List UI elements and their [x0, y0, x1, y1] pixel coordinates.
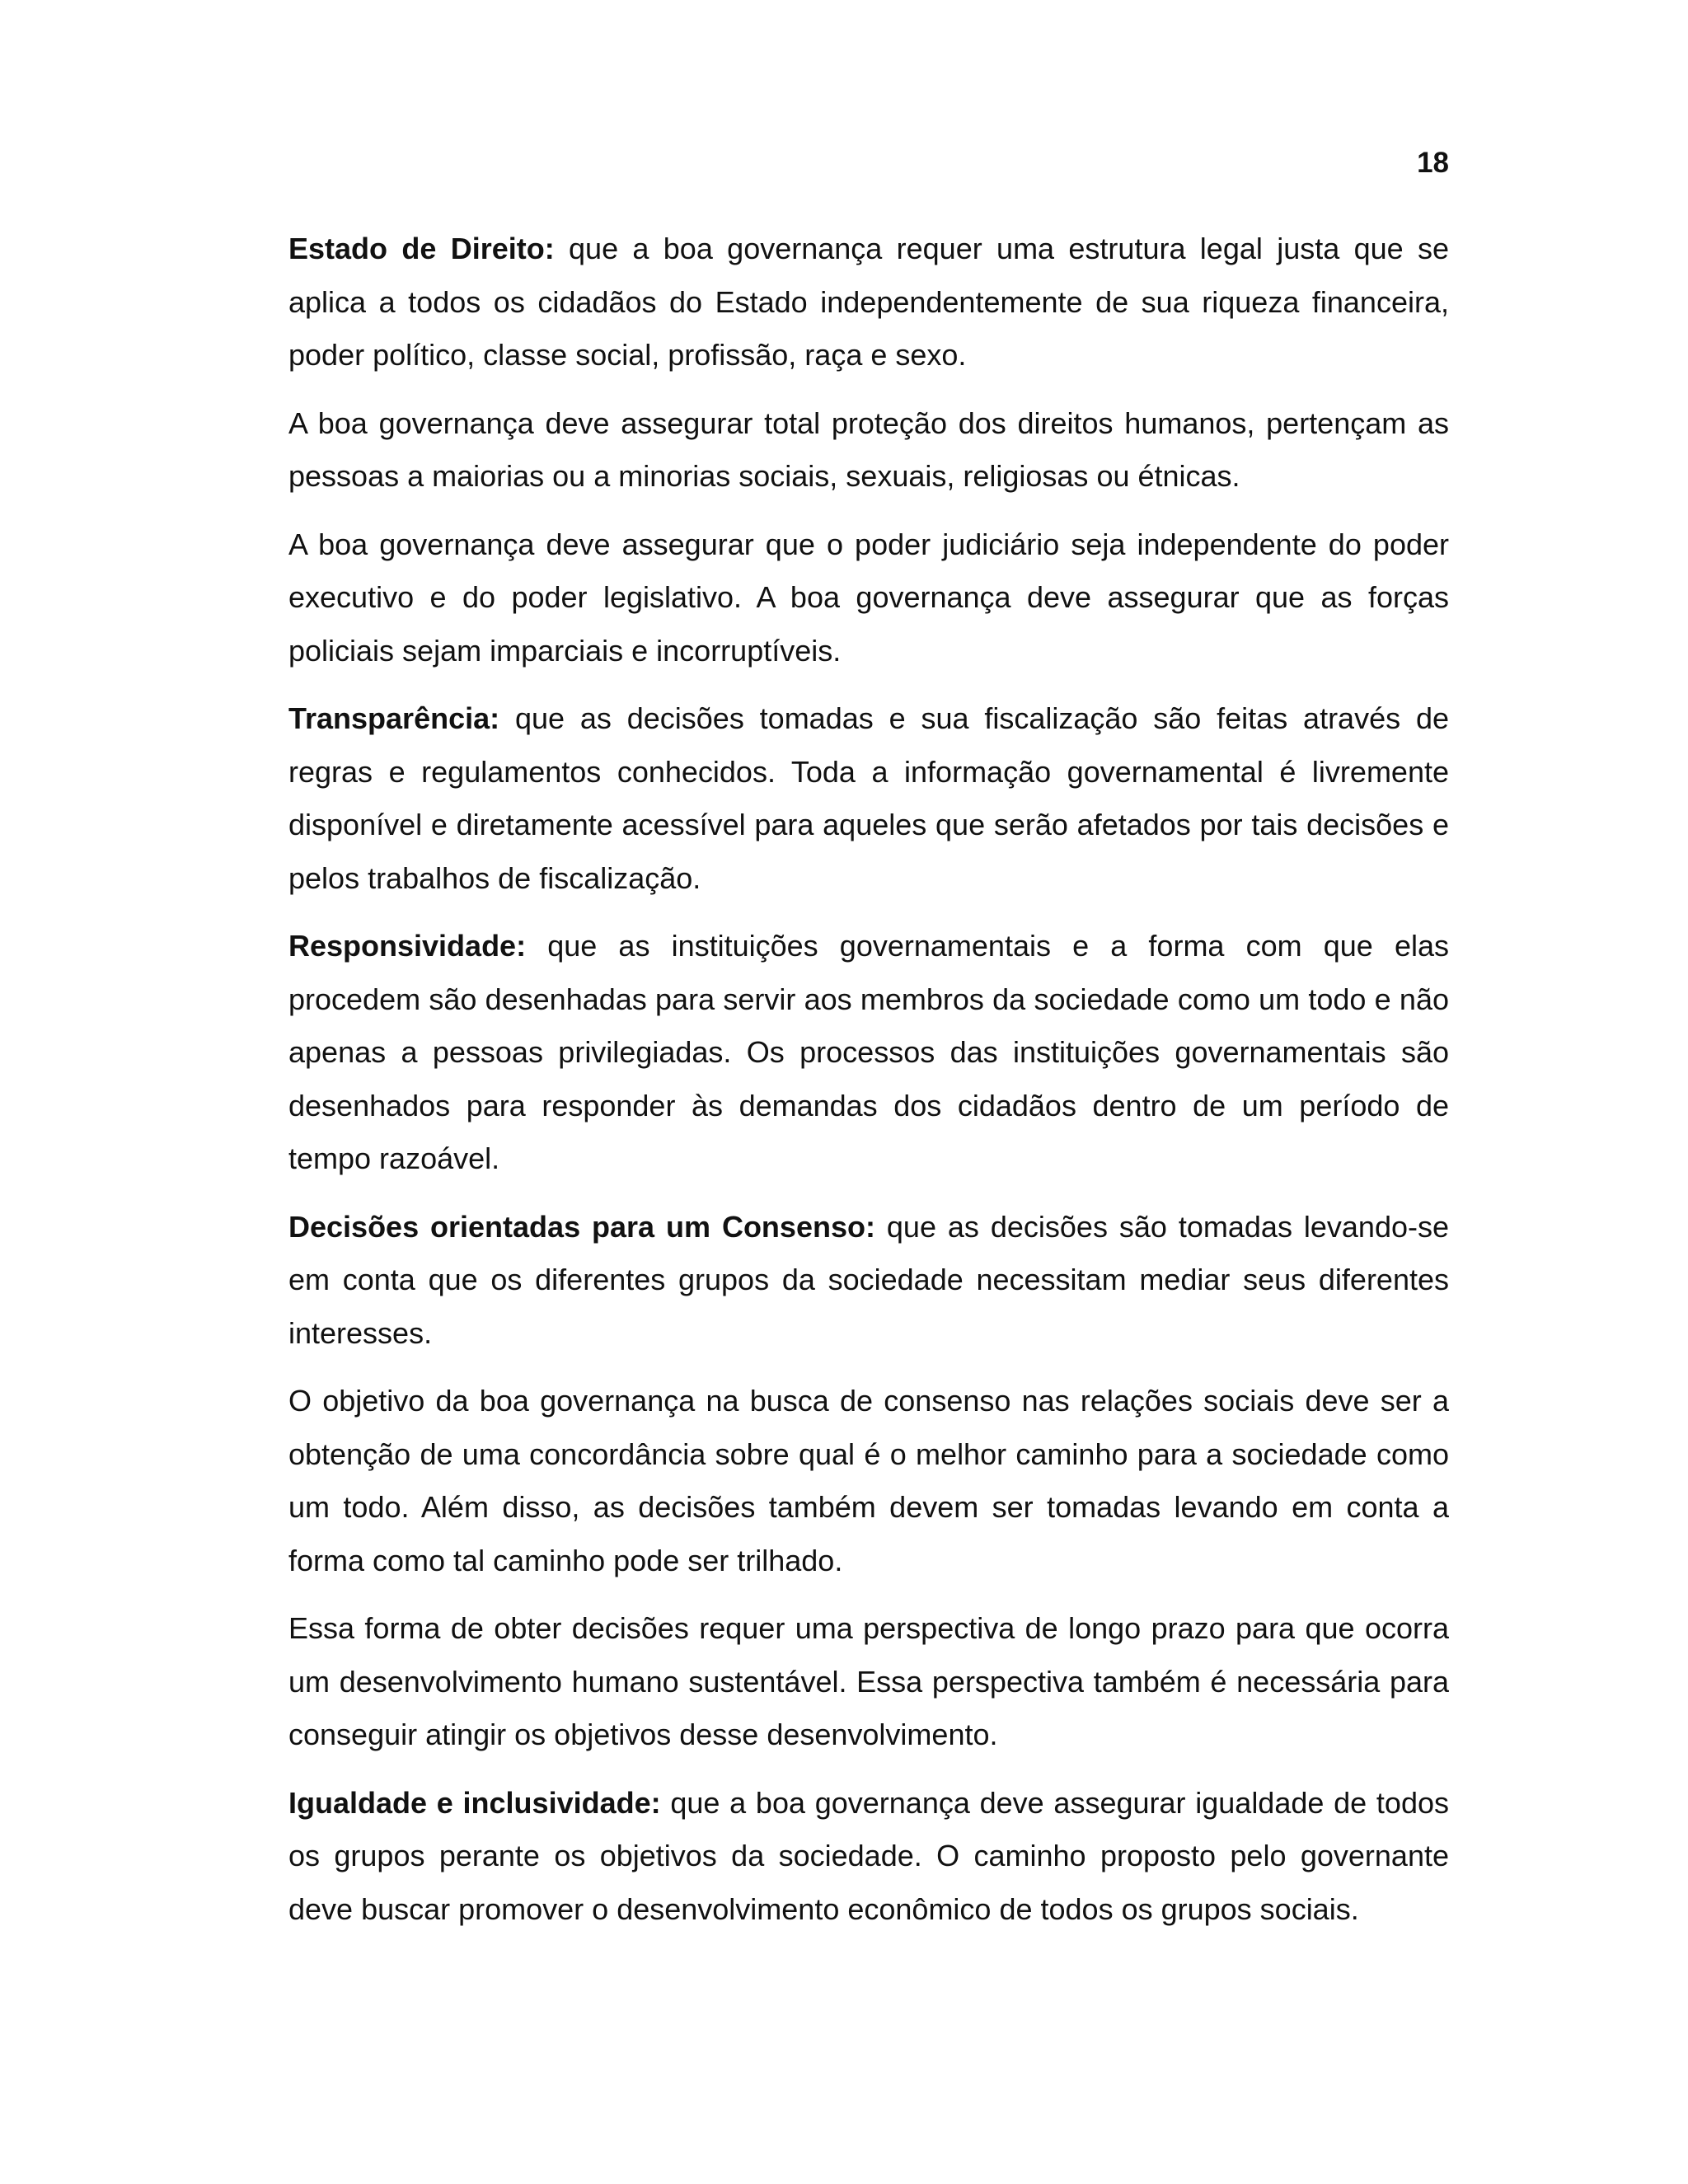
paragraph-transparencia: [288, 692, 1449, 905]
paragraph-lead: Decisões orientadas para um Consenso:: [288, 1209, 875, 1244]
paragraph-text: que a boa governança requer uma estrutura legal justa que se aplica a todos os cidadãos do Estado independentemente de sua riqueza financeira, poder político, classe social, profissão, raça e sexo.: [288, 232, 1449, 372]
paragraph-lead: Igualdade e inclusividade:: [288, 1785, 661, 1820]
paragraph-consenso: [288, 1201, 1449, 1361]
paragraph-lead: Estado de Direito:: [288, 232, 555, 265]
document-body: [288, 223, 1449, 1951]
paragraph-igualdade: [288, 1777, 1449, 1937]
paragraph-text: O objetivo da boa governança na busca de consenso nas relações sociais deve ser a obtenção de uma concordância sobre qual é o melhor caminho para a sociedade como um todo. Além disso, as decisões também devem ser tomadas levando em conta a forma como tal caminho pode ser trilhado.: [288, 1384, 1449, 1577]
paragraph-text: que as decisões tomadas e sua fiscalização são feitas através de regras e regulamentos conhecidos. Toda a informação governamental é livremente disponível e diretamente acessível para aqueles que serão afetados por tais decisões e pelos trabalhos de fiscalização.: [288, 701, 1449, 895]
paragraph-text: que a boa governança deve assegurar igualdade de todos os grupos perante os objetivos da sociedade. O caminho proposto pelo governante deve buscar promover o desenvolvimento econômico de todos os grupos sociais.: [288, 1785, 1449, 1926]
paragraph-text: que as decisões são tomadas levando-se em conta que os diferentes grupos da sociedade necessitam mediar seus diferentes interesses.: [288, 1209, 1450, 1350]
paragraph-lead: Responsividade:: [288, 929, 527, 963]
paragraph-direitos-humanos: [288, 397, 1449, 504]
paragraph-objetivo-consenso: [288, 1375, 1449, 1587]
paragraph-text: que as instituições governamentais e a forma com que elas procedem são desenhadas para servir aos membros da sociedade como um todo e não apenas a pessoas privilegiadas. Os processos das instituições governamentais são desenhados para responder às demandas dos cidadãos dentro de um período de tempo razoável.: [288, 929, 1449, 1175]
paragraph-text: A boa governança deve assegurar que o poder judiciário seja independente do poder executivo e do poder legislativo. A boa governança deve assegurar que as forças policiais sejam imparciais e incorruptíveis.: [288, 527, 1449, 668]
paragraph-estado-de-direito: [288, 223, 1449, 382]
paragraph-poder-judiciario: [288, 518, 1449, 678]
page-number: 18: [1417, 147, 1449, 179]
paragraph-text: Essa forma de obter decisões requer uma perspectiva de longo prazo para que ocorra um desenvolvimento humano sustentável. Essa perspectiva também é necessária para conseguir atingir os objetivos desse desenvolvimento.: [288, 1611, 1449, 1751]
paragraph-text: A boa governança deve assegurar total proteção dos direitos humanos, pertençam as pessoas a maiorias ou a minorias sociais, sexuais, religiosas ou étnicas.: [288, 405, 1449, 493]
paragraph-longo-prazo: [288, 1602, 1449, 1762]
paragraph-lead: Transparência:: [288, 701, 500, 735]
paragraph-responsividade: [288, 920, 1449, 1186]
